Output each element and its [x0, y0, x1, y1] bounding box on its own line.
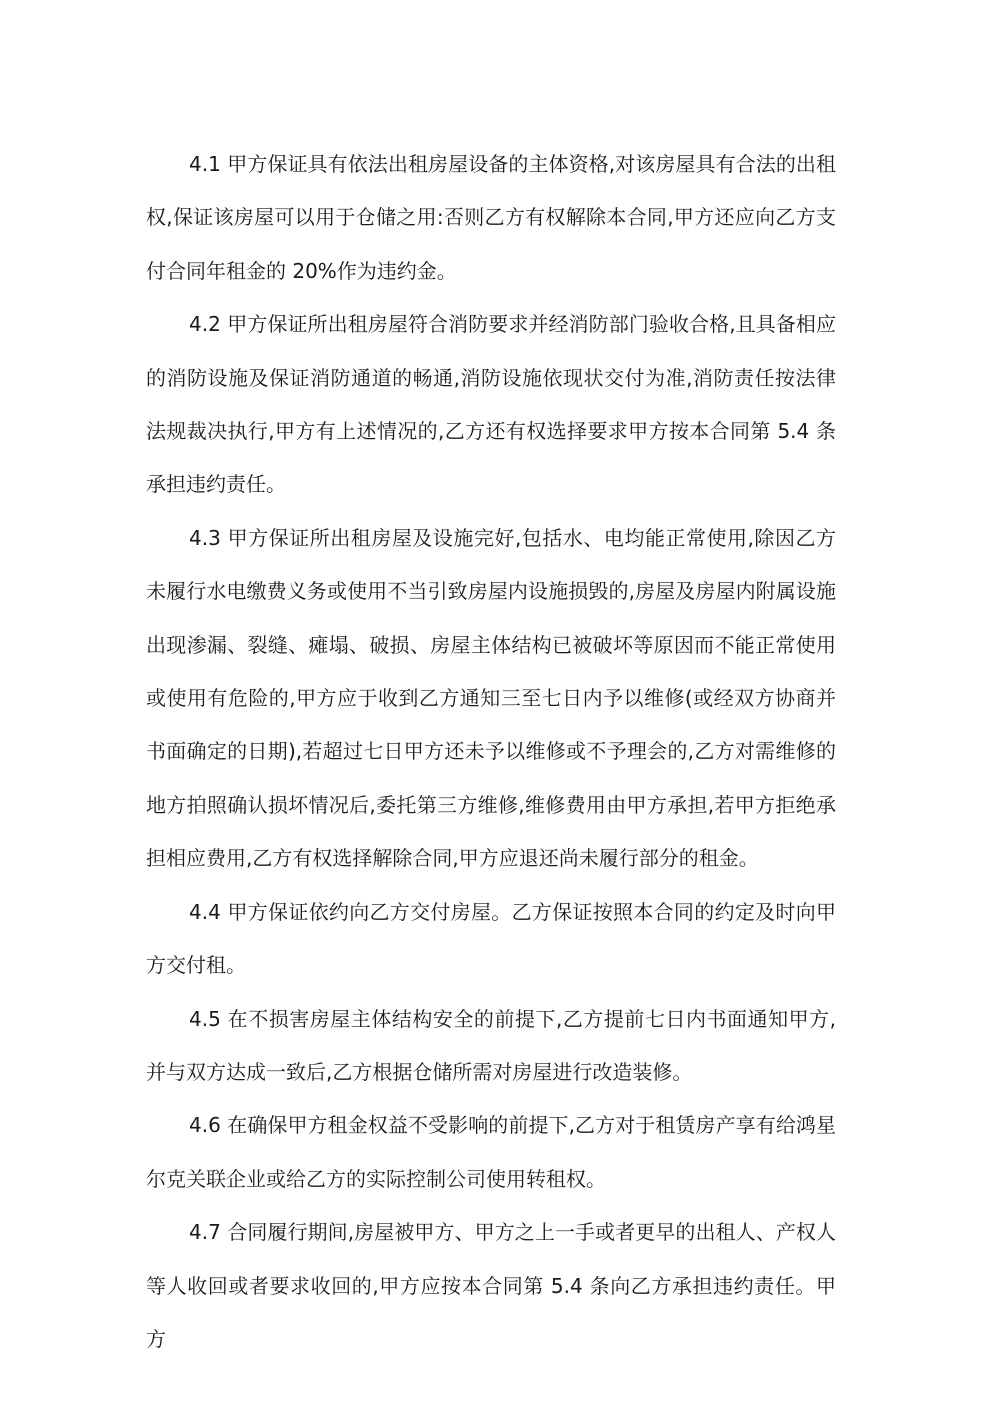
clause-4-1: 4.1 甲方保证具有依法出租房屋设备的主体资格,对该房屋具有合法的出租权,保证该房屋可以用于仓储之用:否则乙方有权解除本合同,甲方还应向乙方支付合同年租金的 20%作为违约金。 [146, 152, 836, 283]
clause-4-7: 4.7 合同履行期间,房屋被甲方、甲方之上一手或者更早的出租人、产权人等人收回或者要求收回的,甲方应按本合同第 5.4 条向乙方承担违约责任。甲方 [146, 1220, 836, 1351]
clause-4-5: 4.5 在不损害房屋主体结构安全的前提下,乙方提前七日内书面通知甲方,并与双方达成一致后,乙方根据仓储所需对房屋进行改造装修。 [146, 1006, 836, 1084]
clause-4-2: 4.2 甲方保证所出租房屋符合消防要求并经消防部门验收合格,且具备相应的消防设施及保证消防通道的畅通,消防设施依现状交付为准,消防责任按法律法规裁决执行,甲方有上述情况的,乙方还有权选择要求甲方按本合同第 5.4 条承担违约责任。 [146, 312, 836, 497]
clause-4-4: 4.4 甲方保证依约向乙方交付房屋。乙方保证按照本合同的约定及时向甲方交付租。 [146, 899, 836, 978]
contract-body [146, 138, 836, 1366]
clause-4-3: 4.3 甲方保证所出租房屋及设施完好,包括水、电均能正常使用,除因乙方未履行水电缴费义务或使用不当引致房屋内设施损毁的,房屋及房屋内附属设施出现渗漏、裂缝、瘫塌、破损、房屋主体结构已被破坏等原因而不能正常使用或使用有危险的,甲方应于收到乙方通知三至七日内予以维修(或经双方协商并书面确定的日期),若超过七日甲方还未予以维修或不予理会的,乙方对需维修的地方拍照确认损坏情况后,委托第三方维修,维修费用由甲方承担,若甲方拒绝承担相应费用,乙方有权选择解除合同,甲方应退还尚未履行部分的租金。 [146, 525, 836, 871]
clause-4-6: 4.6 在确保甲方租金权益不受影响的前提下,乙方对于租赁房产享有给鸿星尔克关联企业或给乙方的实际控制公司使用转租权。 [146, 1113, 836, 1191]
